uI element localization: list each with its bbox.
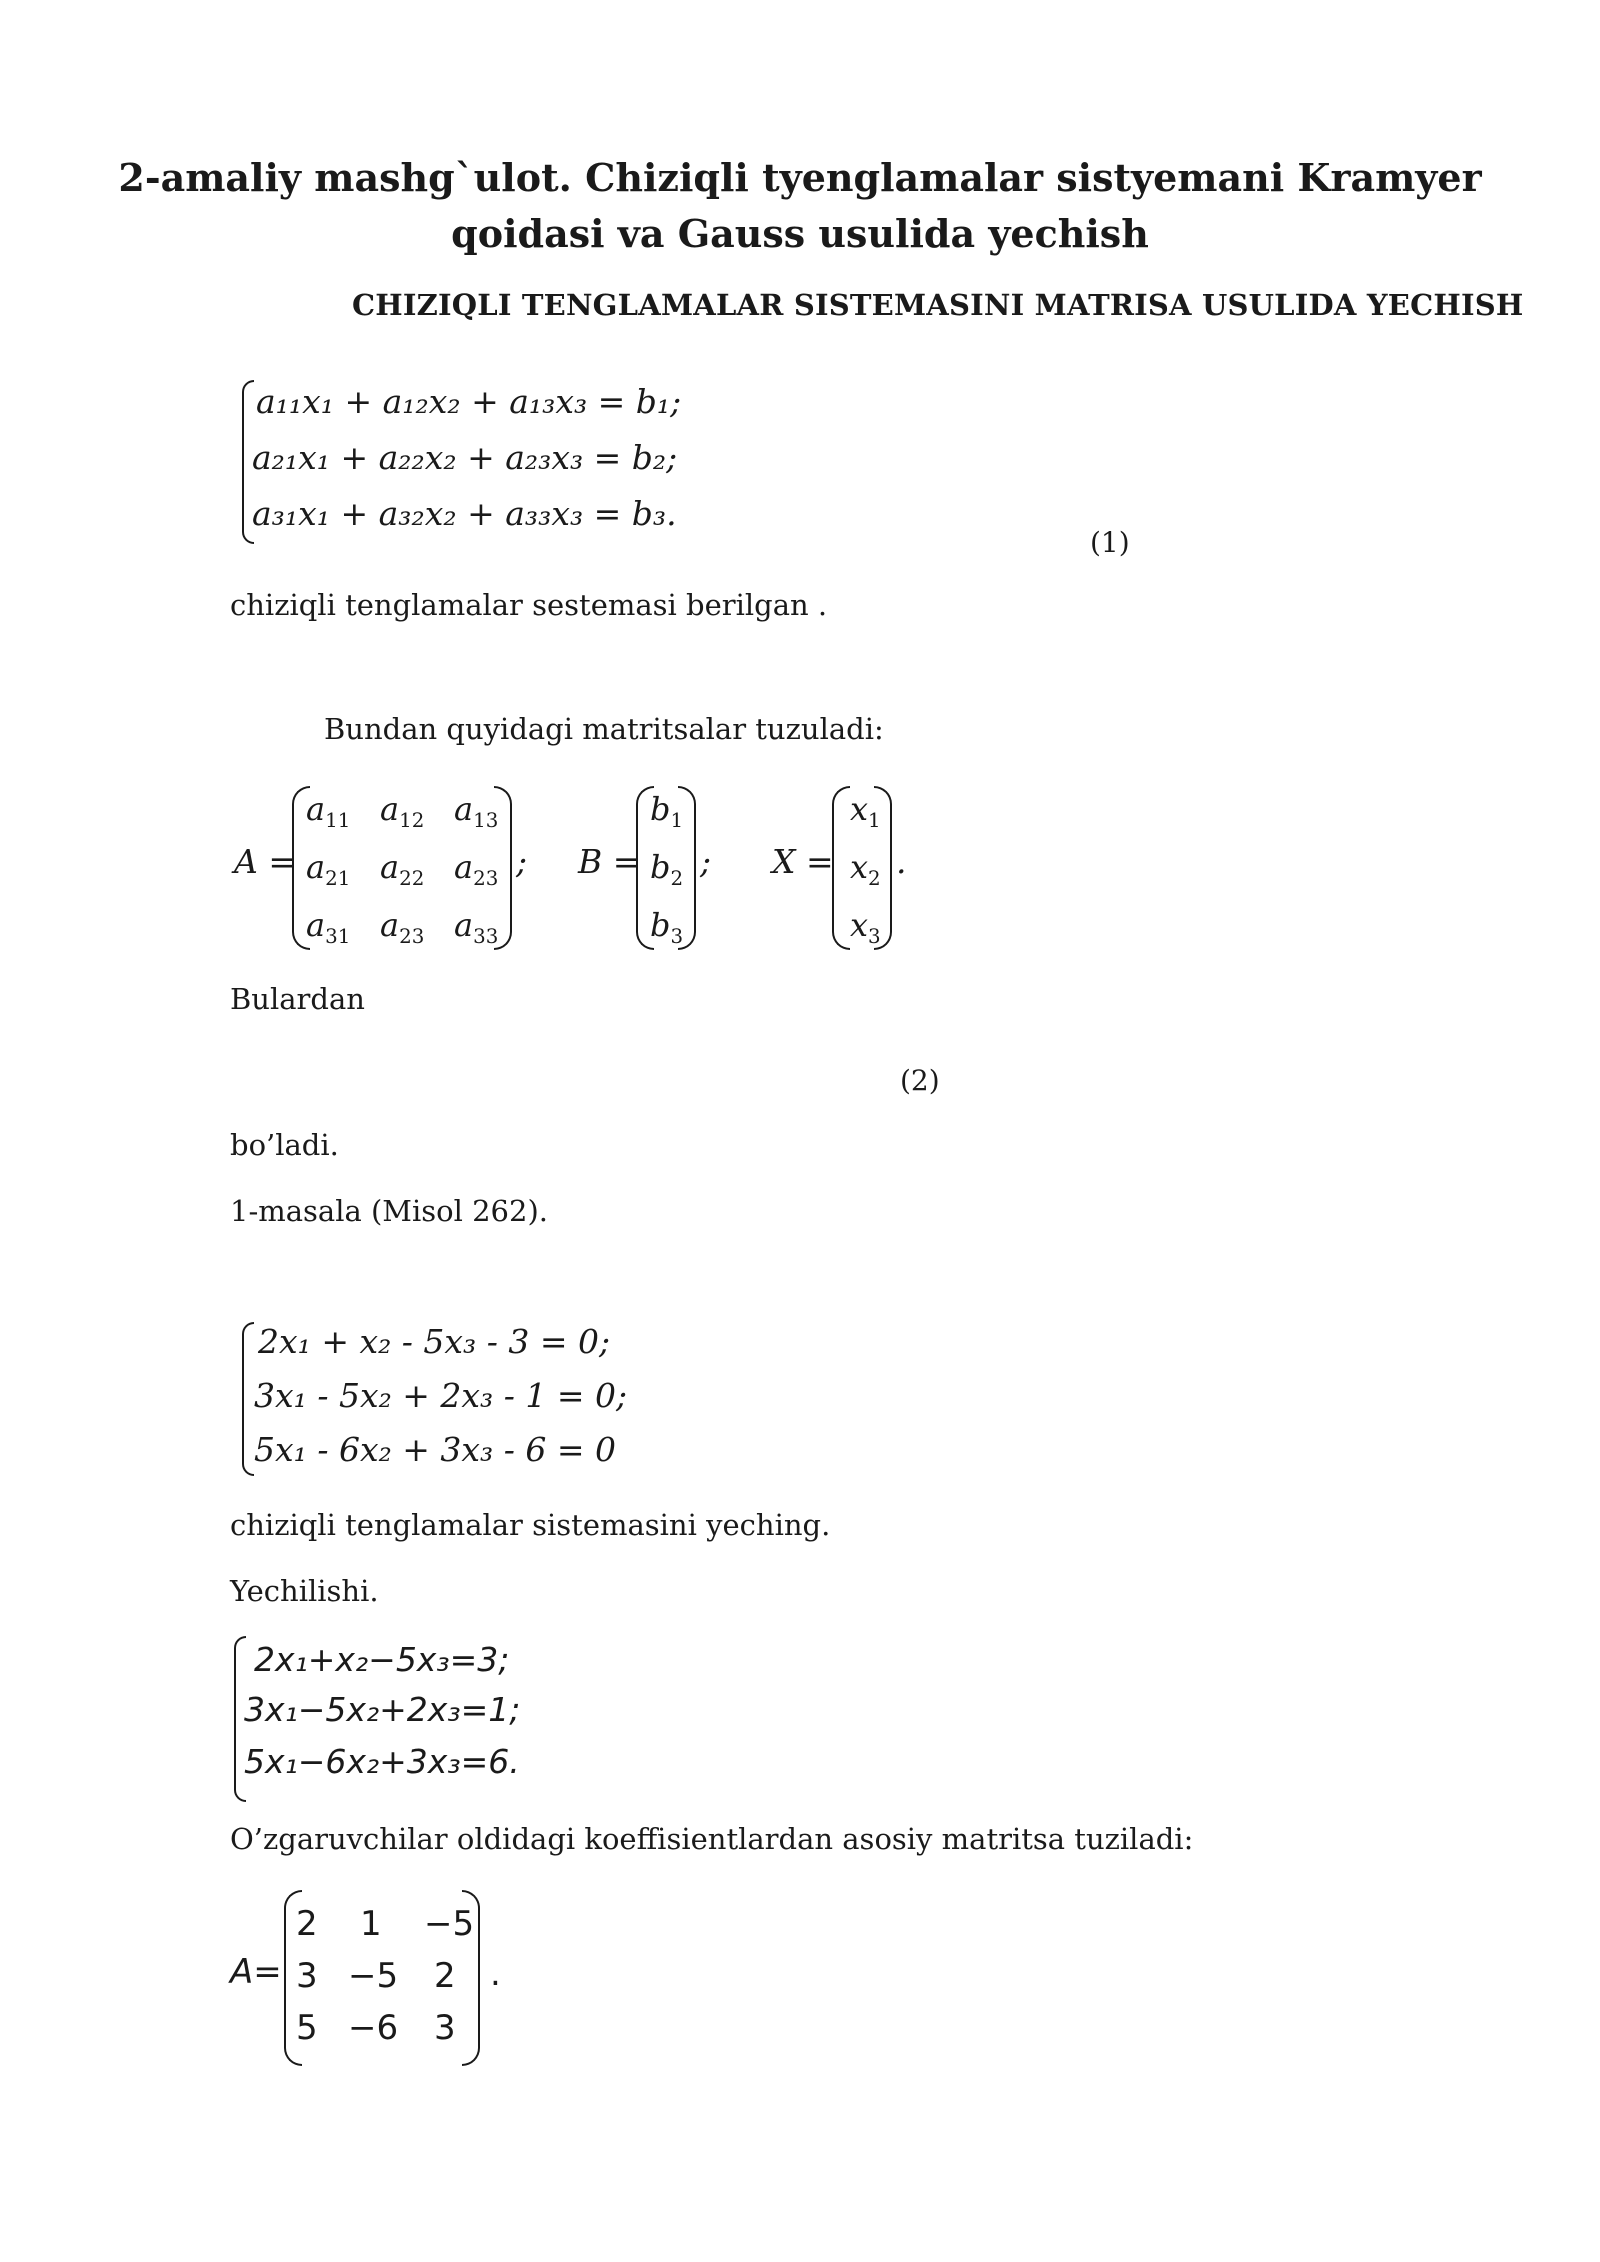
semicolon: ; bbox=[700, 842, 712, 881]
main-matrix-cell: 3 bbox=[434, 2008, 456, 2048]
matrix-X-cell: $x_2$ bbox=[850, 848, 881, 890]
equation-number-2: (2) bbox=[900, 1064, 940, 1097]
system1-row-3: a₃₁x₁ + a₃₂x₂ + a₃₃x₃ = b₃. bbox=[252, 494, 677, 533]
semicolon: ; bbox=[516, 842, 528, 881]
system3-row-2: 3x₁−5x₂+2x₃=1; bbox=[244, 1690, 521, 1729]
system2-row-1: 2x₁ + x₂ - 5x₃ - 3 = 0; bbox=[258, 1322, 611, 1361]
system3-row-3: 5x₁−6x₂+3x₃=6. bbox=[244, 1742, 520, 1781]
paragraph-solve: chiziqli tenglamalar sistemasini yeching. bbox=[230, 1508, 831, 1542]
system1-row-2: a₂₁x₁ + a₂₂x₂ + a₂₃x₃ = b₂; bbox=[252, 438, 678, 477]
paragraph-bulardan: Bulardan bbox=[230, 982, 365, 1016]
system-brace bbox=[242, 1322, 254, 1476]
main-matrix-cell: 2 bbox=[296, 1904, 318, 1944]
paragraph-coefficients: O’zgaruvchilar oldidagi koeffisientlardan asosiy matritsa tuziladi: bbox=[230, 1822, 1194, 1856]
main-matrix-cell: 5 bbox=[296, 2008, 318, 2048]
matrix-X-cell: $x_1$ bbox=[850, 790, 881, 832]
equation-number-1: (1) bbox=[1090, 526, 1130, 559]
paragraph-matrices-intro: Bundan quyidagi matritsalar tuzuladi: bbox=[324, 712, 884, 746]
matrix-A-label: A = bbox=[234, 842, 296, 881]
title-line-1: 2-amaliy mashg`ulot. Chiziqli tyenglamalar sistyemani Kramyer bbox=[118, 155, 1482, 200]
matrix-X-label: X = bbox=[772, 842, 834, 881]
matrix-B-label: B = bbox=[578, 842, 641, 881]
paragraph-given: chiziqli tenglamalar sestemasi berilgan . bbox=[230, 588, 828, 622]
matrix-X-cell: $x_3$ bbox=[850, 906, 881, 948]
main-matrix-cell: 2 bbox=[434, 1956, 456, 1996]
main-matrix-end: . bbox=[490, 1954, 501, 1994]
section-heading: CHIZIQLI TENGLAMALAR SISTEMASINI MATRISA USULIDA YECHISH bbox=[352, 288, 1524, 322]
system2-row-2: 3x₁ - 5x₂ + 2x₃ - 1 = 0; bbox=[254, 1376, 628, 1415]
main-matrix-cell: 1 bbox=[360, 1904, 382, 1944]
system1-row-1: a₁₁x₁ + a₁₂x₂ + a₁₃x₃ = b₁; bbox=[256, 382, 682, 421]
main-matrix-cell: −5 bbox=[348, 1956, 399, 1996]
matrix-A-cell: $a_{13}$ bbox=[454, 790, 499, 832]
page-title bbox=[0, 150, 1600, 262]
paragraph-problem: 1-masala (Misol 262). bbox=[230, 1194, 548, 1228]
main-matrix-cell: −5 bbox=[424, 1904, 475, 1944]
system2-row-3: 5x₁ - 6x₂ + 3x₃ - 6 = 0 bbox=[254, 1430, 617, 1469]
main-matrix-cell: −6 bbox=[348, 2008, 399, 2048]
matrix-A-cell: $a_{22}$ bbox=[380, 848, 425, 890]
matrix-A-cell: $a_{12}$ bbox=[380, 790, 425, 832]
paragraph-solution: Yechilishi. bbox=[230, 1574, 379, 1608]
paragraph-boladi: bo’ladi. bbox=[230, 1128, 339, 1162]
system3-row-1: 2x₁+x₂−5x₃=3; bbox=[254, 1640, 510, 1679]
title-line-2: qoidasi va Gauss usulida yechish bbox=[451, 211, 1149, 256]
matrix-A-cell: $a_{21}$ bbox=[306, 848, 351, 890]
matrix-A-cell: $a_{33}$ bbox=[454, 906, 499, 948]
period: . bbox=[896, 842, 907, 881]
matrix-B-cell: $b_3$ bbox=[650, 906, 684, 948]
matrix-A-cell: $a_{23}$ bbox=[380, 906, 425, 948]
matrix-X-left-paren bbox=[832, 786, 850, 950]
main-matrix-label: A= bbox=[230, 1952, 282, 1992]
matrix-A-cell: $a_{23}$ bbox=[454, 848, 499, 890]
matrix-A-cell: $a_{11}$ bbox=[306, 790, 351, 832]
matrix-B-cell: $b_2$ bbox=[650, 848, 684, 890]
matrix-B-cell: $b_1$ bbox=[650, 790, 684, 832]
main-matrix-cell: 3 bbox=[296, 1956, 318, 1996]
matrix-A-cell: $a_{31}$ bbox=[306, 906, 351, 948]
